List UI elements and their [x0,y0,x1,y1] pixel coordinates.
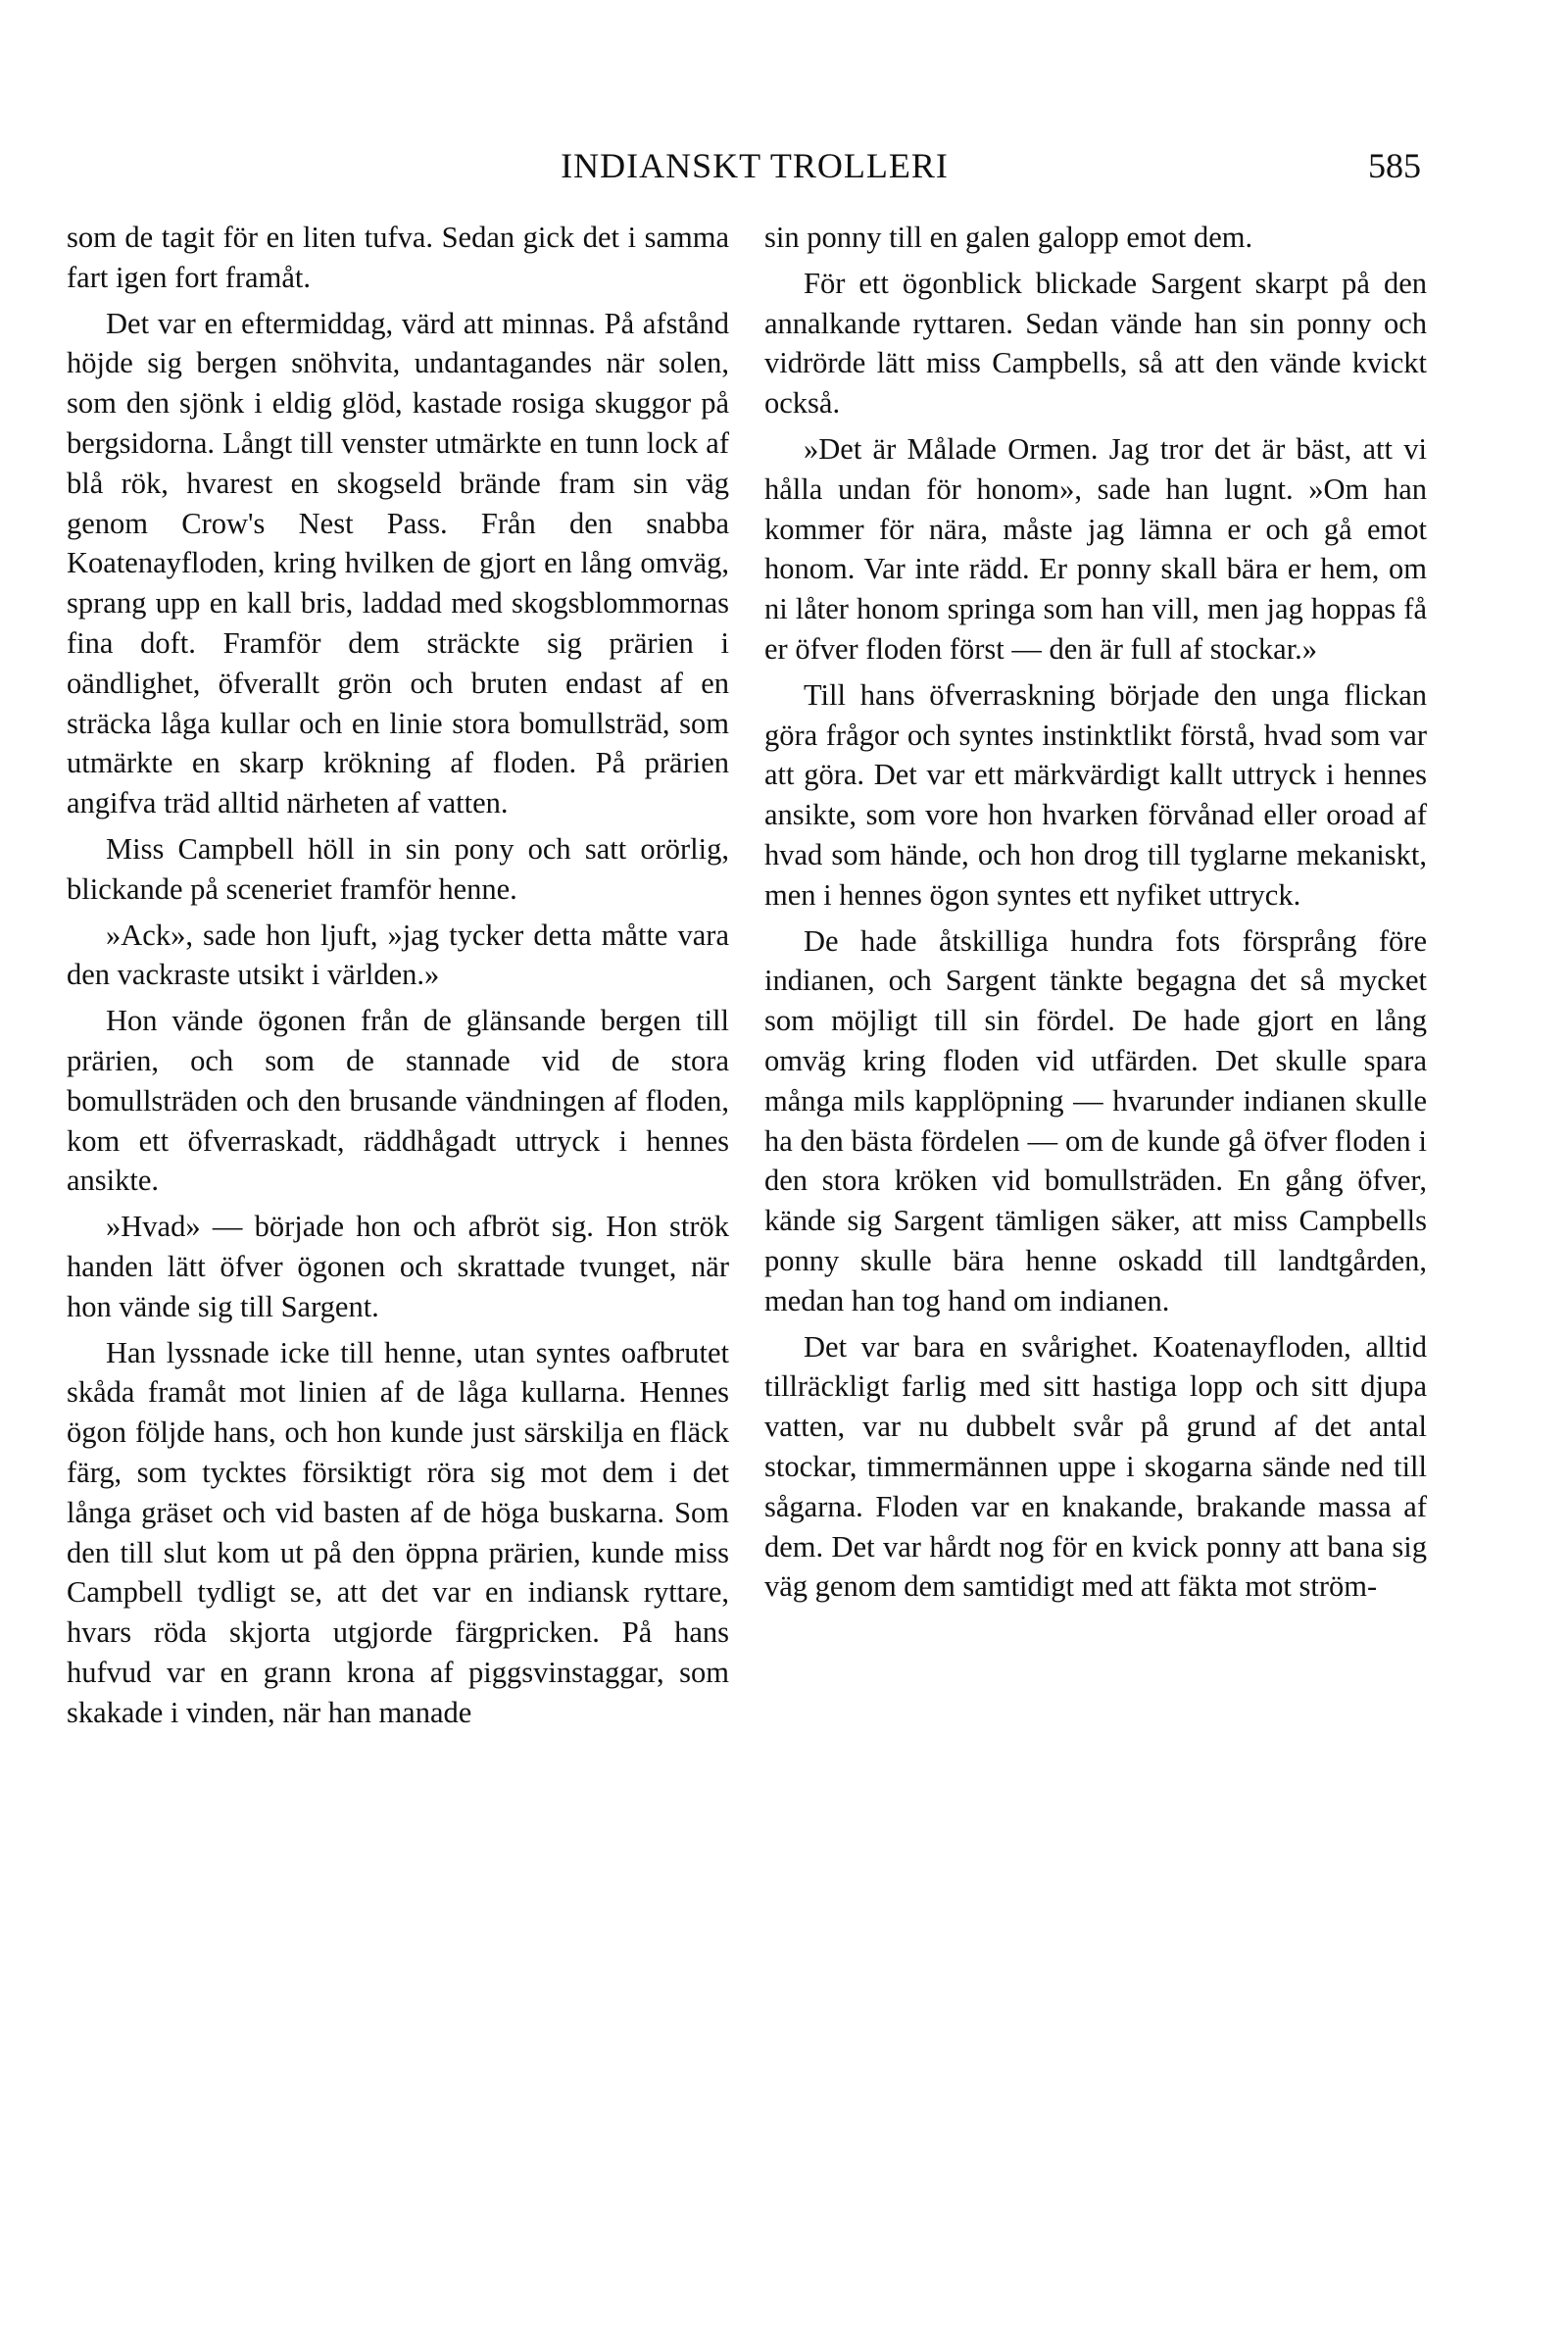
paragraph: »Ack», sade hon ljuft, »jag tycker detta måtte vara den vackraste utsikt i världen.» [67,918,729,992]
paragraph: Det var bara en svårighet. Koatenayfloden, alltid tillräckligt farlig med sitt hastiga lopp och sitt djupa vatten, var nu dubbelt svår på grund af det antal stockar, timmermännen uppe i skogarna sände ned till sågarna. Floden var en knakande, brakande massa af dem. Det var hårdt nog för en kvick ponny att bana sig väg genom dem samtidigt med att fäkta mot ström- [764,1329,1427,1604]
right-column [764,218,1427,1613]
running-head [0,145,1568,194]
paragraph: Det var en eftermiddag, värd att minnas. På afstånd höjde sig bergen snöhvita, undantagandes när solen, som den sjönk i eldig glöd, kastade rosiga skuggor på bergsidorna. Långt till venster utmärkte en tunn lock af blå rök, hvarest en skogseld brände fram sin väg genom Crow's Nest Pass. Från den snabba Koatenayfloden, kring hvilken de gjort en lång omväg, sprang upp en kall bris, laddad med skogsblommornas fina doft. Framför dem sträckte sig prärien i oändlighet, öfverallt grön och bruten endast af en sträcka låga kullar och en linie stora bomullsträd, som utmärkte en skarp krökning af floden. På prärien angifva träd alltid närheten af vatten. [67,306,729,820]
paragraph: Miss Campbell höll in sin pony och satt orörlig, blickande på sceneriet framför henne. [67,831,729,906]
paragraph: De hade åtskilliga hundra fots försprång före indianen, och Sargent tänkte begagna det så mycket som möjligt till sin fördel. De hade gjort en lång omväg kring floden vid utfärden. Det skulle spara många mils kapplöpning — hvarunder indianen skulle ha den bästa fördelen — om de kunde gå öfver floden i den stora kröken vid bomullsträden. En gång öfver, kände sig Sargent tämligen säker, att miss Campbells ponny skulle bära henne oskadd till landtgården, medan han tog hand om indianen. [764,923,1427,1317]
paragraph: Hon vände ögonen från de glänsande bergen till prärien, och som de stannade vid de stora bomullsträden och den brusande vändningen af floden, kom ett öfverraskadt, räddhågadt uttryck i hennes ansikte. [67,1004,729,1198]
paragraph: »Det är Målade Ormen. Jag tror det är bäst, att vi hålla undan för honom», sade han lugnt. »Om han kommer för nära, måste jag lämna er och gå emot honom. Var inte rädd. Er ponny skall bära er hem, om ni låter honom springa som han vill, men jag hoppas få er öfver floden först — den är full af stockar.» [764,431,1427,666]
paragraph: Till hans öfverraskning började den unga flickan göra frågor och syntes instinktlikt förstå, hvad som var att göra. Det var ett märkvärdigt kallt uttryck i hennes ansikte, som vore hon hvarken förvånad eller oroad af hvad som hände, och hon drog till tyglarne mekaniskt, men i hennes ögon syntes ett nyfiket uttryck. [764,677,1427,912]
paragraph: Han lyssnade icke till henne, utan syntes oafbrutet skåda framåt mot linien af de låga kullarna. Hennes ögon följde hans, och hon kunde just särskilja en fläck färg, som tycktes försiktigt röra sig mot dem i det långa gräset och vid basten af de höga buskarna. Som den till slut kom ut på den öppna prärien, kunde miss Campbell tydligt se, att det var en indiansk ryttare, hvars röda skjorta utgjorde färgpricken. På hans hufvud var en grann krona af piggsvinstaggar, som skakade i vinden, när han manade [67,1335,729,1729]
running-title: INDIANSKT TROLLERI [561,146,949,185]
page-number: 585 [1368,146,1421,185]
left-column [67,218,729,1738]
paragraph: För ett ögonblick blickade Sargent skarpt på den annalkande ryttaren. Sedan vände han sin ponny och vidrörde lätt miss Campbells, så att den vände kvickt också. [764,266,1427,421]
paragraph: sin ponny till en galen galopp emot dem. [764,221,1253,254]
paragraph: som de tagit för en liten tufva. Sedan gick det i samma fart igen fort framåt. [67,221,729,294]
paragraph: »Hvad» — började hon och afbröt sig. Hon strök handen lätt öfver ögonen och skrattade tvunget, när hon vände sig till Sargent. [67,1210,729,1323]
